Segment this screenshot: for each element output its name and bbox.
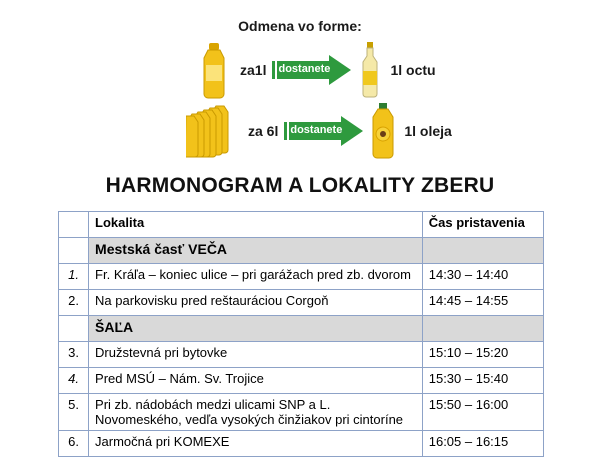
section-row (59, 316, 544, 342)
row-time: 15:50 – 16:00 (422, 394, 543, 431)
section-time-cell (422, 238, 543, 264)
schedule-table (58, 211, 544, 457)
row-number: 4. (59, 368, 89, 394)
table-header-row (59, 212, 544, 238)
row-location: Pred MSÚ – Nám. Sv. Trojice (89, 368, 423, 394)
page-title: HARMONOGRAM A LOKALITY ZBERU (105, 174, 495, 197)
arrow-1 (272, 55, 352, 85)
row-number: 3. (59, 342, 89, 368)
result-label-2: 1l oleja (404, 123, 452, 139)
section-num-cell (59, 316, 89, 342)
table-row (59, 431, 544, 457)
table-row (59, 394, 544, 431)
row-location: Pri zb. nádobách medzi ulicami SNP a L. Novomeského, vedľa vysokých činžiakov pri cintoríne (89, 394, 423, 431)
arrow-text-2: dostanete (290, 124, 343, 136)
section-time-cell (422, 316, 543, 342)
row-time: 16:05 – 16:15 (422, 431, 543, 457)
section-num-cell (59, 238, 89, 264)
row-time: 14:30 – 14:40 (422, 264, 543, 290)
exchange-title: Odmena vo forme: (238, 18, 362, 34)
exchange-row-oil (186, 100, 452, 162)
row-time: 15:30 – 15:40 (422, 368, 543, 394)
row-location: Na parkovisku pred reštauráciou Corgoň (89, 290, 423, 316)
header-time: Čas pristavenia (422, 212, 543, 238)
result-label-1: 1l octu (390, 62, 436, 78)
header-num-cell (59, 212, 89, 238)
sunflower-oil-bottle-icon (370, 102, 396, 160)
section-name: Mestská časť VEČA (89, 238, 423, 264)
row-location: Fr. Kráľa – koniec ulice – pri garážach pred zb. dvorom (89, 264, 423, 290)
table-row (59, 290, 544, 316)
section-name: ŠAĽA (89, 316, 423, 342)
six-bottles-icon (186, 102, 242, 160)
row-number: 5. (59, 394, 89, 431)
row-time: 14:45 – 14:55 (422, 290, 543, 316)
for-label-1: za1l (240, 62, 267, 78)
row-time: 15:10 – 15:20 (422, 342, 543, 368)
arrow-2 (284, 116, 364, 146)
row-location: Jarmočná pri KOMEXE (89, 431, 423, 457)
section-row (59, 238, 544, 264)
table-row (59, 342, 544, 368)
table-row (59, 264, 544, 290)
oil-bottle-icon (200, 41, 228, 99)
header-location: Lokalita (89, 212, 423, 238)
row-location: Družstevná pri bytovke (89, 342, 423, 368)
row-number: 2. (59, 290, 89, 316)
vinegar-bottle-icon (358, 41, 382, 99)
table-row (59, 368, 544, 394)
arrow-text-1: dostanete (278, 63, 331, 75)
exchange-row-vinegar (200, 40, 436, 100)
row-number: 1. (59, 264, 89, 290)
row-number: 6. (59, 431, 89, 457)
for-label-2: za 6l (248, 123, 279, 139)
